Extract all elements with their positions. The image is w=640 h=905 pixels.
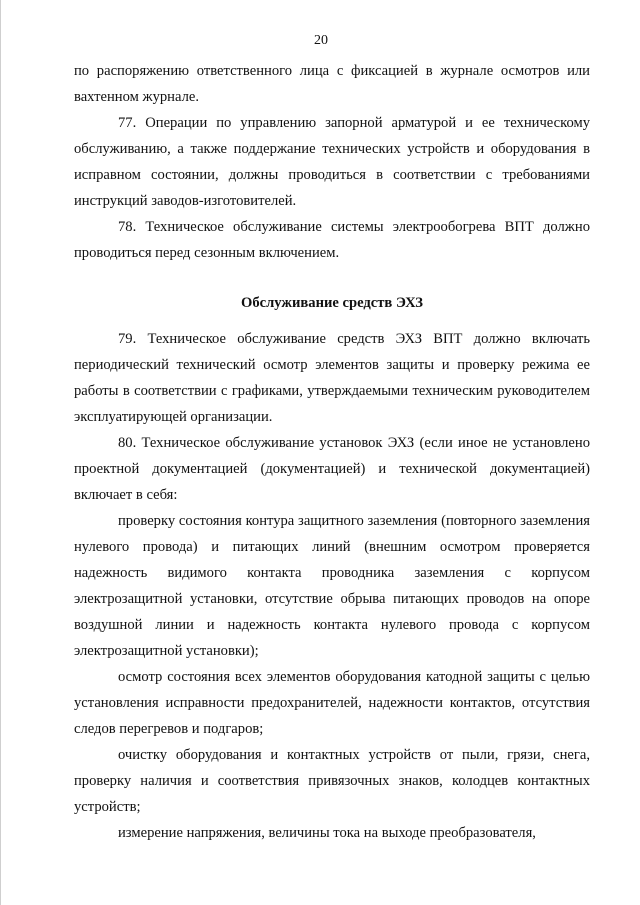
page-number: 20 (314, 33, 328, 48)
paragraph-79: 79. Техническое обслуживание средств ЭХЗ ВПТ должно включать периодический технический осмотр элементов защиты и проверку режима ее работы в соответствии с графиками, утверждаемыми техническим руководителем эксплуатирующей организации. (74, 331, 590, 425)
list-item-voltage-measurement: измерение напряжения, величины тока на выходе преобразователя, (118, 825, 536, 841)
paragraph-78: 78. Техническое обслуживание системы электрообогрева ВПТ должно проводиться перед сезонным включением. (74, 219, 590, 261)
paragraph-77: 77. Операции по управлению запорной арматурой и ее техническому обслуживанию, а также поддержание технических устройств и оборудования в исправном состоянии, должны проводиться в соответствии с требованиями инструкций заводов-изготовителей. (74, 115, 590, 209)
section-heading: Обслуживание средств ЭХЗ (240, 295, 423, 311)
list-item-grounding-check: проверку состояния контура защитного заземления (повторного заземления нулевого провода) и питающих линий (внешним осмотром проверяется надежность видимого контакта проводника заземления с корпусом электрозащитной установки, отсутствие обрыва питающих проводов на опоре воздушной линии и надежность контакта нулевого провода с корпусом электрозащитной установки); (74, 513, 590, 659)
document-body (74, 58, 590, 846)
paragraph-80: 80. Техническое обслуживание установок ЭХЗ (если иное не установлено проектной документацией (документацией) и технической документацией) включает в себя: (74, 435, 590, 503)
paragraph-continuation: по распоряжению ответственного лица с фиксацией в журнале осмотров или вахтенном журнале. (74, 63, 590, 105)
list-item-cleaning: очистку оборудования и контактных устройств от пыли, грязи, снега, проверку наличия и соответствия привязочных знаков, колодцев контактных устройств; (74, 747, 590, 815)
list-item-cathodic-inspection: осмотр состояния всех элементов оборудования катодной защиты с целью установления исправности предохранителей, надежности контактов, отсутствия следов перегревов и подгаров; (74, 669, 590, 737)
